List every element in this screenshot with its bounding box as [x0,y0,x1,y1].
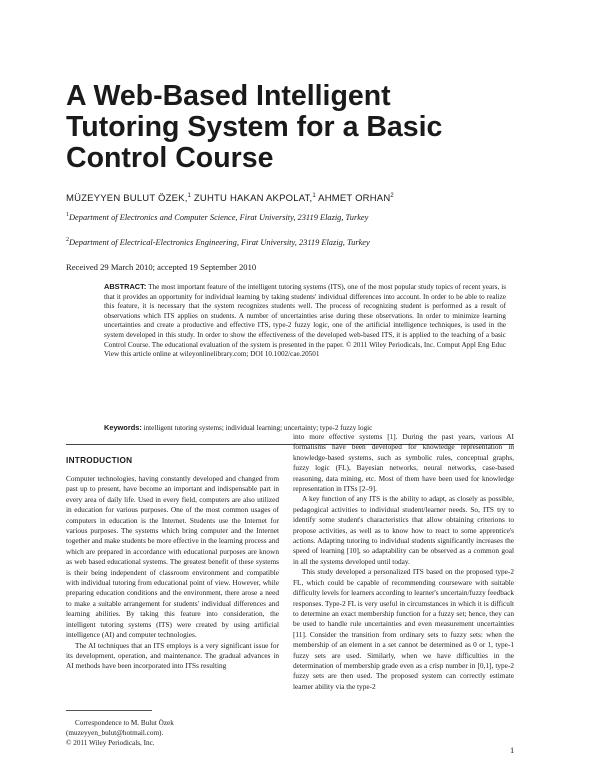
author-name: MÜZEYYEN BULUT ÖZEK, [66,193,188,205]
body-paragraph: A key function of any ITS is the ability to adapt, as closely as possible, pedagogical activities to individual student/learner needs. So, ITS try to identify some student's characteristics that allow obtaining criterions to propose activities, as well as to know how to react to some apprentice's actions. Adapting tutoring to individual students significantly increases the speed of learning [10], so adaptability can be observed as a common goal in all the systems developed until today. [293,494,514,566]
footnote-divider [66,710,152,711]
right-column [293,432,514,692]
paper-title [66,81,546,174]
author-name: AHMET ORHAN [315,193,391,205]
title-line: A Web-Based Intelligent [66,80,391,112]
affiliation-mark: 1 [66,212,69,218]
body-paragraph: This study developed a personalized ITS based on the proposed type-2 FL, which could be capable of recommending courseware with suitable difficulty levels for learners according to learner's uncertain/fuzzy feedback responses. Type-2 FL is very useful in circumstances in which it is difficult to determine an exact membership function for a fuzzy set; hence, they can be used to handle rule uncertainties and even measurement uncertainties [11]. Consider the transition from ordinary sets to fuzzy sets: when the membership of an element in a set cannot be determined as 0 or 1, type-1 fuzzy sets are used. Similarly, when we have difficulties in the determination of membership grade even as a crisp number in [0,1], type-2 fuzzy sets are then used. The proposed system can correctly estimate learner ability via the type-2 [293,567,514,691]
left-column [66,474,279,672]
author-list [66,193,394,204]
abstract-text: The most important feature of the intelligent tutoring systems (ITS), one of the most popular study topics of recent years, is that it provides an opportunity for individual learning by taking students' individual differences into account. In order to be able to realize this feature, it is necessary that the system recognizes students well. The process of recognizing student is performed as a result of observations which ITS applies on students. A number of uncertainties arise during these observations. In order to minimize learning uncertainties and create a productive and effective ITS, type-2 fuzzy logic, one of the artificial intelligence techniques, is used in the system developed in this study. In order to show the effectiveness of the developed web-based ITS, it is applied to the teaching of a basic Control Course. The educational evaluation of the system is presented in the paper. [104,283,507,349]
affiliation [66,237,370,247]
affiliation-text: Department of Electronics and Computer Science, Firat University, 23119 Elazig, Turkey [69,212,369,222]
affiliation-text: Department of Electrical-Electronics Engineering, Firat University, 23119 Elazig, Turkey [69,237,370,247]
abstract-copyright: © 2011 Wiley Periodicals, Inc. Comput Appl Eng Educ View this article online at wileyonlinelibrary.com; DOI 10.1002/cae.20501 [104,340,507,359]
title-line: Tutoring System for a Basic [66,111,443,143]
correspondence-email[interactable]: (muzeyyen_bulut@hotmail.com). [66,729,164,738]
keywords-text: intelligent tutoring systems; individual learning; uncertainty; type-2 fuzzy logic [143,424,373,432]
page-number: 1 [510,746,515,755]
correspondence-line: Correspondence to M. Bulut Özek [75,719,174,727]
keywords [104,423,506,432]
author-affiliation-mark: 2 [390,193,394,199]
author-name: ZUHTU HAKAN AKPOLAT, [191,193,313,205]
abstract-label: ABSTRACT: [104,282,147,291]
section-heading-introduction: INTRODUCTION [66,456,133,465]
title-line: Control Course [66,142,274,174]
body-paragraph: The AI techniques that an ITS employs is a very significant issue for its development, operation, and maintenance. The gradual advances in AI methods have been incorporated into ITSs resulting [66,640,279,671]
copyright-line: © 2011 Wiley Periodicals, Inc. [66,739,155,748]
affiliation-mark: 2 [66,237,69,243]
received-dates: Received 29 March 2010; accepted 19 September 2010 [66,262,257,272]
keywords-label: Keywords: [104,423,142,432]
author-affiliation-mark: 1 [312,193,316,199]
affiliation [66,212,368,222]
body-paragraph: Computer technologies, having constantly developed and changed from past up to present, have become an important and indispensable part in every area of daily life. Used in every field, computers are also utilized in education for various purposes. One of the most common usages of computers in education is the Internet. Students use the Internet for various purposes. The systems which bring computer and the Internet together and make students be more effective in the learning process and which are prepared in accordance with educational purposes are known as web based educational systems. The greatest benefit of these systems is their being independent of classroom environment and compatible with individual tutoring from educational point of view. However, while preparing education conditions and the environment, there arose a need to make a suitable arrangement for students' individual differences and learning abilities. By taking this feature into consideration, the intelligent tutoring systems (ITS) were created by using artificial intelligence (AI) and computer technologies. [66,474,279,640]
author-affiliation-mark: 1 [187,193,192,199]
footnote [66,718,174,749]
body-paragraph: into more effective systems [1]. During the past years, various AI formalisms have been developed for knowledge representation in knowledge-based systems, such as symbolic rules, conceptual graphs, fuzzy logic (FL), Bayesian networks, neural networks, case-based reasoning, data mining, etc. Most of them have been used for knowledge representation in ITSs [2–9]. [293,432,514,494]
abstract [104,282,506,360]
